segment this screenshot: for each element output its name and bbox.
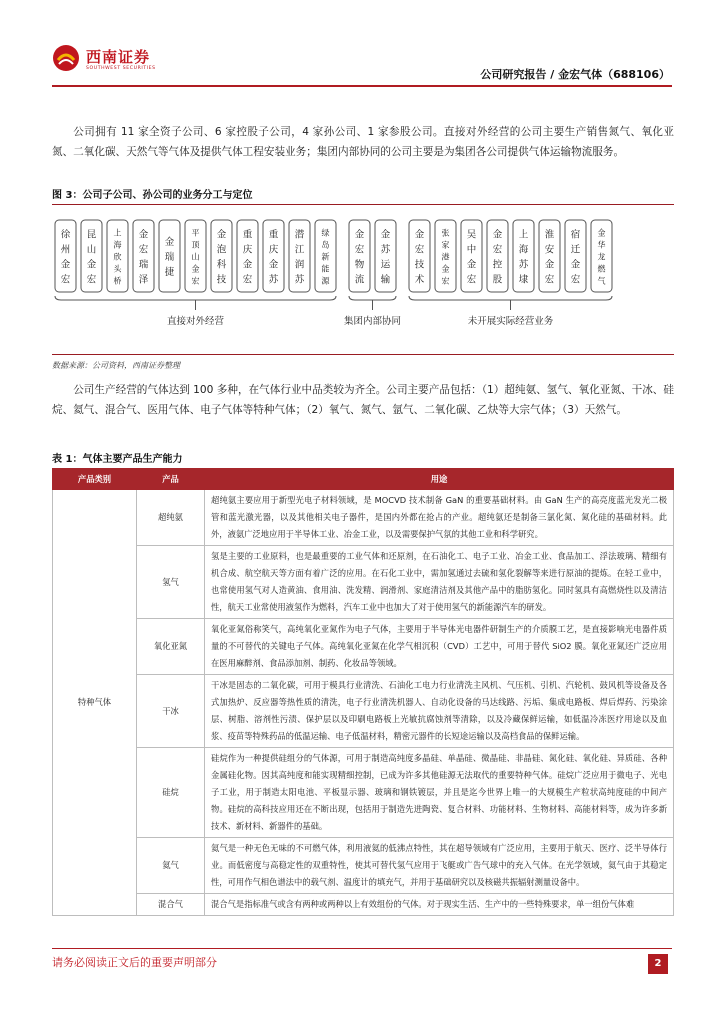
company-box (263, 220, 284, 292)
table-header-row (53, 469, 674, 490)
company-box (349, 220, 370, 292)
company-box (55, 220, 76, 292)
company-box (591, 220, 612, 292)
company-box (461, 220, 482, 292)
company-name: 金宏控股 (492, 229, 503, 286)
header-category: 产品类别 (53, 469, 137, 490)
use-cell: 硅烷作为一种提供硅组分的气体源，可用于制造高纯度多晶硅、单晶硅、微晶硅、非晶硅、氮化硅、氧化硅、异质硅、各种金属硅化物。因其高纯度和能实现精细控制，已成为许多其他硅源无法取代的重要特种气体。硅烷广泛应用于微电子、光电子工业，用于制造太阳电池、平板显示器、玻璃和钢铁镀层，并且是迄今世界上唯一的大规模生产粒状高纯度硅的中间产物。硅烷的高科技应用还在不断出现，包括用于制造先进陶瓷、复合材料、功能材料、生物材料、高能材料等，成为许多新技术、新材料、新器件的基础。 (205, 748, 674, 838)
use-cell: 氦气是一种无色无味的不可燃气体，利用液氦的低沸点特性，其在超导领域有广泛应用，主要用于航天、医疗、泛半导体行业。而低密度与高稳定性的双重特性，使其可替代氢气应用于飞艇或广告气球中的充入气体。在光学领域，氦气由于其稳定性，可用作气相色谱法中的载气剂、温度计的填充气，并用于基础研究以及核磁共振辐射测量设备中。 (205, 838, 674, 894)
page-number: 2 (648, 954, 668, 974)
table-title: 表 1：气体主要产品生产能力 (52, 454, 183, 465)
org-diagram (52, 212, 674, 352)
company-name: 金宏瑞泽 (138, 229, 149, 286)
group-label: 集团内部协同 (343, 316, 402, 327)
company-name: 昆山金宏 (86, 229, 97, 286)
product-cell: 干冰 (137, 675, 205, 748)
company-box (81, 220, 102, 292)
intro-text: 公司拥有 11 家全资子公司、6 家控股子公司，4 家孙公司、1 家参股公司。直接对外经营的公司主要生产销售氮气、氧化亚氮、二氧化碳、天然气等气体及提供气体工程安装业务；集团内部协同的公司主要是为集团各公司提供气体运输物流服务。 (52, 126, 674, 158)
company-name: 张家港金宏 (441, 228, 450, 286)
logo-name: 西南证券 (86, 48, 151, 66)
product-cell: 混合气 (137, 894, 205, 916)
group-label: 未开展实际经营业务 (467, 316, 554, 327)
product-cell: 氦气 (137, 838, 205, 894)
company-logo (52, 44, 192, 76)
category-cell: 特种气体 (53, 490, 137, 916)
company-box (435, 220, 456, 292)
products-text: 公司生产经营的气体达到 100 多种，在气体行业中品类较为齐全。公司主要产品包括：（1）超纯氨、氢气、氧化亚氮、干冰、硅烷、氦气、混合气、医用气体、电子气体等特种气体；（2）氧气、氮气、氩气、二氧化碳、乙炔等大宗气体；（3）天然气。 (52, 384, 674, 416)
company-name: 金宏技术 (414, 229, 425, 286)
group-bracket (409, 296, 612, 300)
product-cell: 氧化亚氮 (137, 619, 205, 675)
group-bracket (349, 296, 396, 300)
company-name: 重庆金苏 (268, 229, 279, 286)
company-name: 上海欣头桥 (113, 228, 122, 286)
company-name: 金宏物流 (354, 229, 365, 286)
company-name: 潜江润苏 (294, 229, 305, 286)
table-row (53, 675, 674, 748)
use-cell: 混合气是指标准气或含有两种或两种以上有效组份的气体。对于现实生活、生产中的一些特殊要求，单一组份气体难 (205, 894, 674, 916)
company-name: 宿迁金宏 (570, 229, 581, 286)
company-box (487, 220, 508, 292)
table-row (53, 490, 674, 546)
product-cell: 硅烷 (137, 748, 205, 838)
company-box (513, 220, 534, 292)
company-box (289, 220, 310, 292)
table-row (53, 894, 674, 916)
table-row (53, 619, 674, 675)
company-box (211, 220, 232, 292)
company-box (237, 220, 258, 292)
group-label: 直接对外经营 (166, 316, 225, 327)
company-name: 重庆金宏 (242, 229, 253, 286)
report-title: 公司研究报告 / 金宏气体（688106） (480, 68, 670, 81)
company-box (133, 220, 154, 292)
company-box (159, 220, 180, 292)
company-box (375, 220, 396, 292)
figure-bottom-rule (52, 354, 674, 355)
company-name: 金泡科技 (216, 229, 227, 286)
group-bracket (55, 296, 336, 300)
use-cell: 干冰是固态的二氧化碳，可用于模具行业清洗、石油化工电力行业清洗主风机、气压机、引机、汽轮机、鼓风机等设备及各式加热炉、反应器等热性质的清洗，电子行业清洗机器人、自动化设备的马达线路、污垢、集成电路板、焊后焊药、污染涂层、树脂、溶剂性污渍、保护层以及印刷电路板上光敏抗腐蚀剂等清除，以及冷藏保鲜运输，如低温冷冻医疗用途以及血浆、疫苗等特殊药品的低温运输、电子低温材料，精密元器件的长短途运输以及高档食品的保鲜运输。 (205, 675, 674, 748)
company-box (315, 220, 336, 292)
figure-top-rule (52, 204, 674, 205)
company-name: 金瑞捷 (164, 237, 175, 279)
header-divider (52, 85, 672, 87)
use-cell: 氧化亚氮俗称笑气，高纯氧化亚氮作为电子气体，主要用于半导体光电器件研制生产的介质膜工艺，是直接影响光电器件质量的不可替代的关键电子气体。高纯氧化亚氮在化学气相沉积（CVD）工艺中，可用于替代 SiO2 膜。氧化亚氮还广泛应用在医用麻醉剂、食品添加剂、制药、化妆品等领域。 (205, 619, 674, 675)
product-table (52, 468, 674, 916)
logo-subtitle: SOUTHWEST SECURITIES (86, 66, 156, 71)
table-row (53, 748, 674, 838)
table-row (53, 546, 674, 619)
company-name: 平顶山金宏 (191, 228, 200, 286)
page-header (0, 0, 724, 90)
company-box (409, 220, 430, 292)
product-cell: 氢气 (137, 546, 205, 619)
company-name: 金华龙燃气 (597, 228, 606, 286)
table-row (53, 838, 674, 894)
use-cell: 氢是主要的工业原料，也是最重要的工业气体和还原剂，在石油化工、电子工业、冶金工业、食品加工、浮法玻璃、精细有机合成、航空航天等方面有着广泛的应用。在石化工业中，需加氢通过去硫和氢化裂解等来进行原油的提炼。在轻工业中，也常使用氢气对人造黄油、食用油、洗发精、润滑剂、家庭清洁剂及其他产品中的脂肪氢化。同时氢具有高燃烧性以及清洁性，航天工业常使用液氢作为燃料，汽车工业中也加大了对于使用氢气的新能源汽车的研发。 (205, 546, 674, 619)
company-box (565, 220, 586, 292)
company-name: 淮安金宏 (544, 229, 555, 286)
company-box (539, 220, 560, 292)
logo-mark-icon (52, 44, 80, 72)
figure-source: 数据来源：公司资料，西南证券整理 (52, 361, 180, 370)
company-name: 绿岛新能源 (321, 228, 330, 286)
company-box (185, 220, 206, 292)
products-paragraph (52, 380, 674, 420)
header-use: 用途 (205, 469, 674, 490)
header-product: 产品 (137, 469, 205, 490)
company-box (107, 220, 128, 292)
company-name: 金苏运输 (380, 229, 391, 286)
product-cell: 超纯氨 (137, 490, 205, 546)
figure-title: 图 3：公司子公司、孙公司的业务分工与定位 (52, 190, 253, 201)
use-cell: 超纯氨主要应用于新型光电子材料领域，是 MOCVD 技术制备 GaN 的重要基础材料。由 GaN 生产的高亮度蓝光发光二极管和蓝光激光器，以及其他相关电子器件，是国内外都在抢占的产业。超纯氨还是制备三氯化氮、氮化硅的基础材料。此外，液氨广泛地应用于半导体工业、冶金工业，以及需要保护气氛的其他工业和科学研究。 (205, 490, 674, 546)
company-name: 上海苏埭 (518, 229, 529, 286)
company-name: 徐州金宏 (60, 229, 71, 286)
footer-divider (52, 948, 672, 949)
company-name: 吴中金宏 (466, 229, 477, 286)
footer-disclaimer: 请务必阅读正文后的重要声明部分 (52, 956, 217, 969)
intro-paragraph (52, 122, 674, 162)
